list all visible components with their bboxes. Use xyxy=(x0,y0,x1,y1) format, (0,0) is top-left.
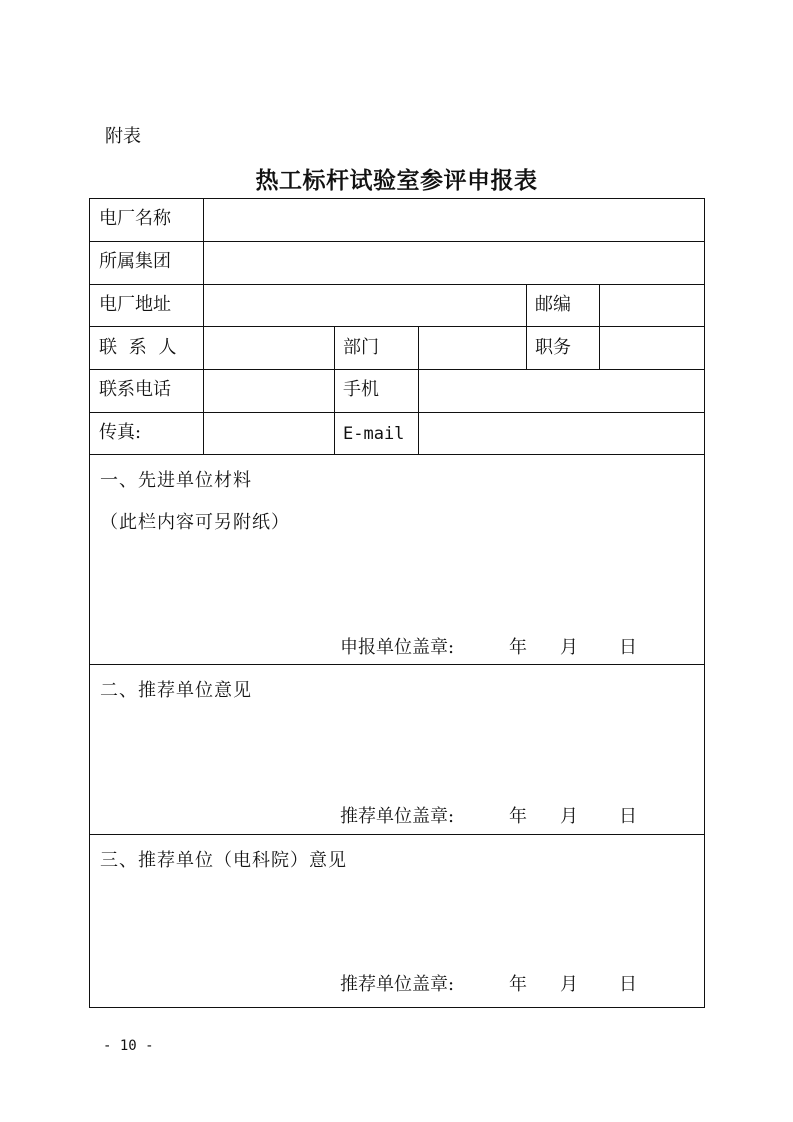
form-title: 热工标杆试验室参评申报表 xyxy=(255,168,538,194)
section-2-title: 二、推荐单位意见 xyxy=(100,680,252,701)
position-label: 职务 xyxy=(535,337,571,358)
phone-label: 联系电话 xyxy=(99,379,171,400)
page-number: - 10 - xyxy=(103,1038,154,1054)
section-3-title: 三、推荐单位（电科院）意见 xyxy=(100,850,347,871)
row-divider xyxy=(90,241,704,242)
day-label: 日 xyxy=(619,806,637,827)
department-label: 部门 xyxy=(343,337,379,358)
application-form xyxy=(89,198,705,1008)
address-label: 电厂地址 xyxy=(99,294,171,315)
year-label: 年 xyxy=(509,806,527,827)
email-label: E-mail xyxy=(343,424,405,444)
plant-name-label: 电厂名称 xyxy=(99,208,171,229)
day-label: 日 xyxy=(619,637,637,658)
section-1-note: （此栏内容可另附纸） xyxy=(100,512,290,533)
row-divider xyxy=(90,412,704,413)
month-label: 月 xyxy=(560,974,578,995)
seal-label: 申报单位盖章: xyxy=(340,637,455,658)
column-divider xyxy=(526,284,527,369)
row-divider xyxy=(90,326,704,327)
column-divider xyxy=(418,326,419,454)
mobile-label: 手机 xyxy=(343,379,379,400)
row-divider xyxy=(90,454,704,455)
section-divider xyxy=(90,834,704,835)
fax-label: 传真: xyxy=(99,422,142,443)
row-divider xyxy=(90,284,704,285)
group-label: 所属集团 xyxy=(99,251,171,272)
column-divider xyxy=(599,284,600,369)
month-label: 月 xyxy=(560,806,578,827)
row-divider xyxy=(90,369,704,370)
section-1-title: 一、先进单位材料 xyxy=(100,470,252,491)
seal-label: 推荐单位盖章: xyxy=(340,806,455,827)
section-divider xyxy=(90,664,704,665)
column-divider xyxy=(334,326,335,454)
month-label: 月 xyxy=(560,637,578,658)
appendix-label: 附表 xyxy=(105,126,141,147)
postcode-label: 邮编 xyxy=(535,294,571,315)
year-label: 年 xyxy=(509,974,527,995)
day-label: 日 xyxy=(619,974,637,995)
contact-label: 联 系 人 xyxy=(99,337,180,358)
seal-label: 推荐单位盖章: xyxy=(340,974,455,995)
column-divider xyxy=(203,199,204,454)
year-label: 年 xyxy=(509,637,527,658)
